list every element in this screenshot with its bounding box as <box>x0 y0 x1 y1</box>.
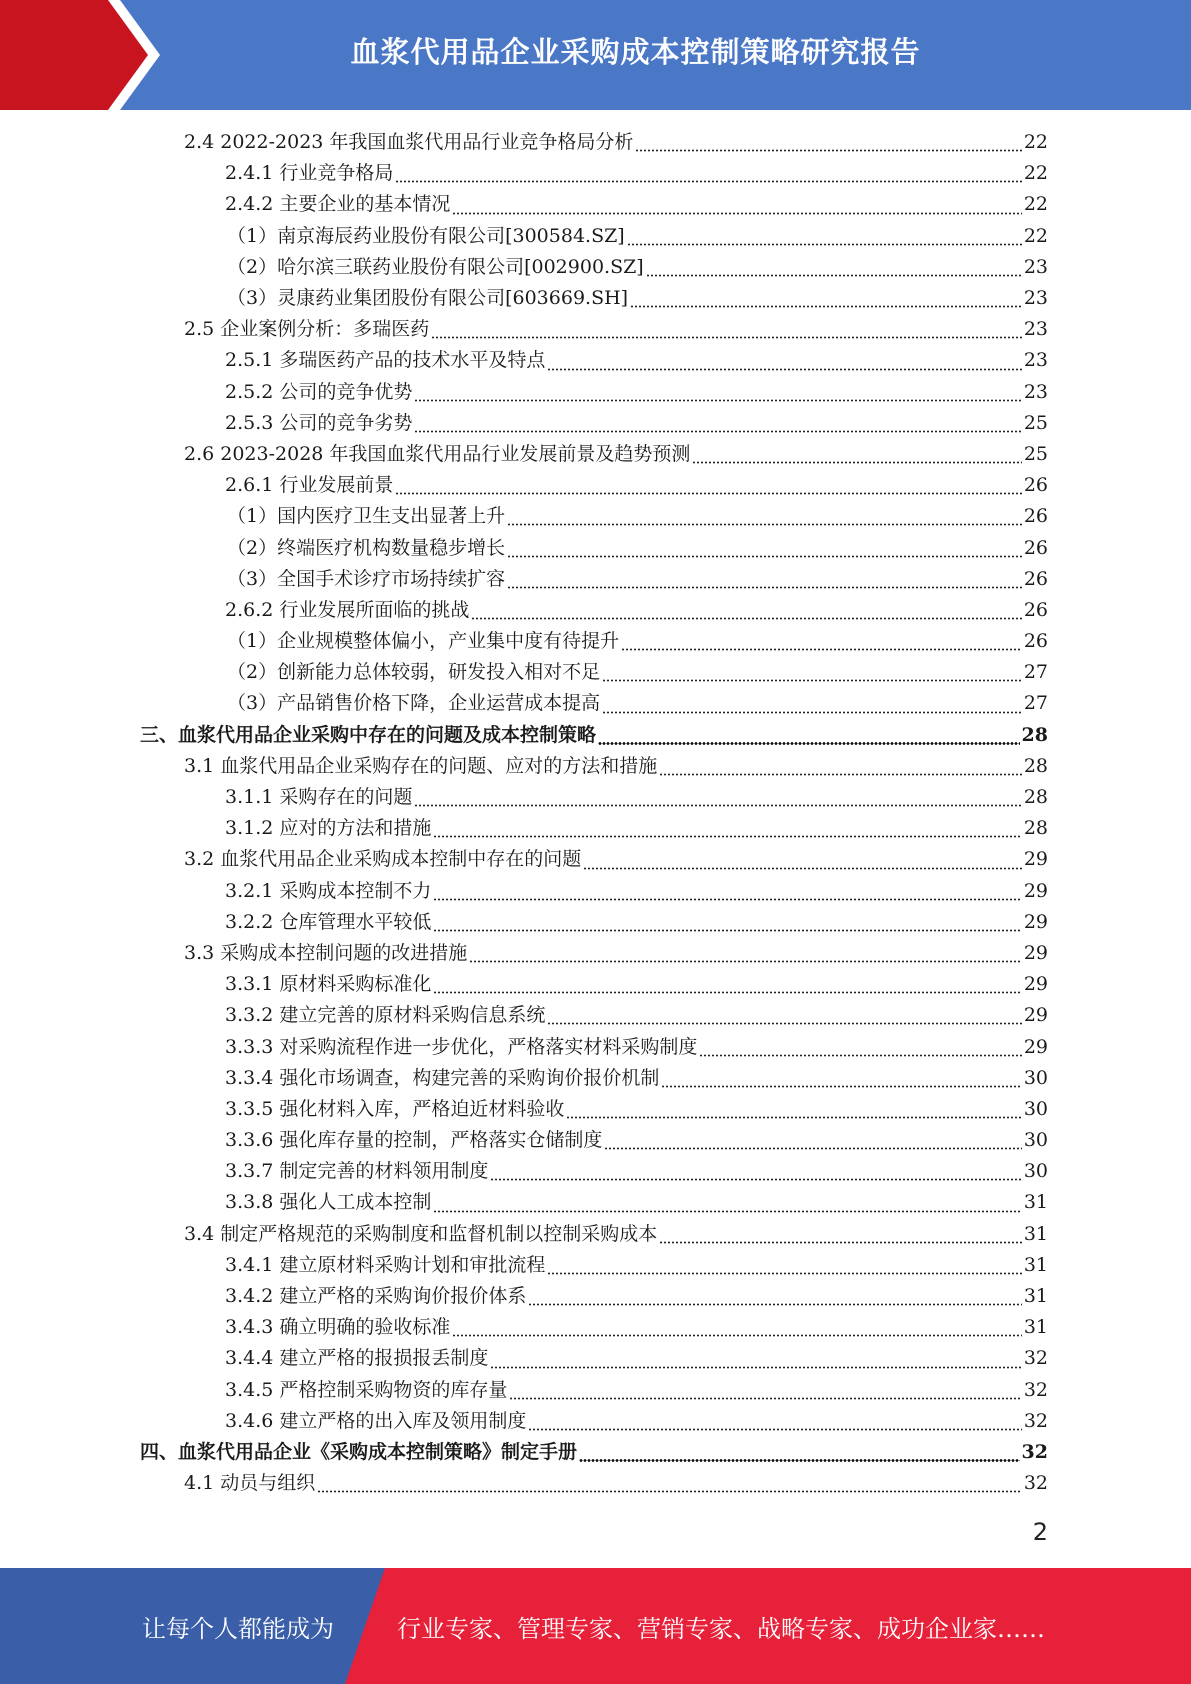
toc-dot-leader <box>395 476 1021 495</box>
toc-entry-title: （2）创新能力总体较弱，研发投入相对不足 <box>227 661 601 684</box>
toc-dot-leader <box>635 133 1021 152</box>
toc-dot-leader <box>507 570 1022 589</box>
toc-entry-page: 30 <box>1023 1160 1048 1183</box>
toc-entry[interactable] <box>0 1000 1191 1031</box>
toc-entry[interactable] <box>0 1312 1191 1343</box>
toc-dot-leader <box>528 1287 1021 1306</box>
toc-dot-leader <box>627 227 1022 246</box>
toc-dot-leader <box>490 1162 1021 1181</box>
toc-entry[interactable] <box>0 688 1191 719</box>
footer-slogan-left: 让每个人都能成为 <box>142 1614 334 1643</box>
toc-entry-title: （1）南京海辰药业股份有限公司[300584.SZ] <box>227 224 625 247</box>
toc-entry-title: 3.2 血浆代用品企业采购成本控制中存在的问题 <box>184 848 582 871</box>
toc-entry-page: 22 <box>1023 162 1048 185</box>
toc-entry-page: 25 <box>1023 442 1048 465</box>
toc-entry[interactable] <box>0 532 1191 563</box>
toc-dot-leader <box>471 601 1021 620</box>
toc-dot-leader <box>414 414 1021 433</box>
toc-entry-page: 26 <box>1023 505 1048 528</box>
toc-entry[interactable] <box>0 221 1191 252</box>
toc-entry[interactable] <box>0 844 1191 875</box>
toc-entry-page: 26 <box>1023 536 1048 559</box>
red-chevron-decoration <box>0 0 160 110</box>
toc-entry-title: 3.3.7 制定完善的材料领用制度 <box>225 1160 489 1183</box>
toc-entry-title: 2.5.1 多瑞医药产品的技术水平及特点 <box>225 349 546 372</box>
toc-entry[interactable] <box>0 345 1191 376</box>
toc-entry-title: 3.4.4 建立严格的报损报丢制度 <box>225 1347 489 1370</box>
toc-entry-title: 3.4.2 建立严格的采购询价报价体系 <box>225 1285 527 1308</box>
toc-entry[interactable] <box>0 1437 1191 1468</box>
toc-entry[interactable] <box>0 470 1191 501</box>
toc-entry-page: 22 <box>1023 193 1048 216</box>
toc-dot-leader <box>490 1350 1021 1369</box>
toc-entry[interactable] <box>0 813 1191 844</box>
toc-dot-leader <box>661 1069 1021 1088</box>
toc-entry-title: 3.4.3 确立明确的验收标准 <box>225 1316 451 1339</box>
toc-entry-title: 3.4.5 严格控制采购物资的库存量 <box>225 1378 508 1401</box>
toc-entry-page: 28 <box>1023 786 1048 809</box>
toc-entry-title: 3.1 血浆代用品企业采购存在的问题、应对的方法和措施 <box>184 754 658 777</box>
toc-dot-leader <box>414 383 1021 402</box>
toc-dot-leader <box>507 507 1022 526</box>
toc-entry-title: 3.3.3 对采购流程作进一步优化，严格落实材料采购制度 <box>225 1035 698 1058</box>
toc-entry-title: 2.4 2022-2023 年我国血浆代用品行业竞争格局分析 <box>184 131 634 154</box>
toc-dot-leader <box>646 258 1022 277</box>
toc-entry[interactable] <box>0 1156 1191 1187</box>
toc-entry-page: 26 <box>1023 630 1048 653</box>
toc-dot-leader <box>547 1256 1021 1275</box>
toc-entry-page: 29 <box>1023 1035 1048 1058</box>
toc-entry[interactable] <box>0 1250 1191 1281</box>
toc-entry-page: 32 <box>1023 1409 1048 1432</box>
toc-entry-title: （3）全国手术诊疗市场持续扩容 <box>227 567 506 590</box>
toc-entry[interactable] <box>0 1375 1191 1406</box>
toc-dot-leader <box>602 663 1022 682</box>
toc-dot-leader <box>452 196 1021 215</box>
toc-entry[interactable] <box>0 1468 1191 1499</box>
toc-entry-page: 23 <box>1023 318 1048 341</box>
toc-entry-title: 3.3.8 强化人工成本控制 <box>225 1191 432 1214</box>
table-of-contents <box>0 127 1191 1499</box>
toc-entry-page: 28 <box>1021 723 1048 746</box>
toc-entry[interactable] <box>0 1063 1191 1094</box>
toc-entry-page: 29 <box>1023 879 1048 902</box>
toc-entry-page: 26 <box>1023 474 1048 497</box>
toc-entry-page: 29 <box>1023 848 1048 871</box>
toc-dot-leader <box>507 539 1022 558</box>
toc-dot-leader <box>579 1443 1020 1462</box>
toc-dot-leader <box>433 819 1021 838</box>
toc-dot-leader <box>583 851 1022 870</box>
toc-dot-leader <box>431 320 1022 339</box>
toc-dot-leader <box>547 352 1021 371</box>
toc-entry-title: 四、血浆代用品企业《采购成本控制策略》制定手册 <box>140 1440 578 1463</box>
toc-entry-page: 32 <box>1023 1347 1048 1370</box>
toc-dot-leader <box>659 757 1022 776</box>
toc-entry[interactable] <box>0 938 1191 969</box>
toc-dot-leader <box>547 1006 1021 1025</box>
toc-entry[interactable] <box>0 439 1191 470</box>
toc-entry-title: （1）企业规模整体偏小，产业集中度有待提升 <box>227 630 620 653</box>
toc-entry-title: 3.3.5 强化材料入库，严格迫近材料验收 <box>225 1097 565 1120</box>
toc-entry-title: 4.1 动员与组织 <box>184 1472 316 1495</box>
toc-dot-leader <box>452 1318 1021 1337</box>
toc-dot-leader <box>433 1194 1021 1213</box>
toc-entry-title: 3.3.2 建立完善的原材料采购信息系统 <box>225 1004 546 1027</box>
toc-entry-page: 26 <box>1023 567 1048 590</box>
toc-entry-title: 2.4.1 行业竞争格局 <box>225 162 394 185</box>
toc-entry-page: 31 <box>1023 1253 1048 1276</box>
toc-entry-title: （1）国内医疗卫生支出显著上升 <box>227 505 506 528</box>
toc-dot-leader <box>433 913 1021 932</box>
toc-entry-title: （3）产品销售价格下降，企业运营成本提高 <box>227 692 601 715</box>
toc-entry-page: 22 <box>1023 131 1048 154</box>
page-number: 2 <box>1032 1518 1048 1546</box>
toc-dot-leader <box>414 788 1021 807</box>
toc-entry-page: 31 <box>1023 1316 1048 1339</box>
toc-entry[interactable] <box>0 1343 1191 1374</box>
toc-entry[interactable] <box>0 751 1191 782</box>
toc-dot-leader <box>433 882 1021 901</box>
toc-entry-page: 31 <box>1023 1191 1048 1214</box>
toc-entry[interactable] <box>0 1125 1191 1156</box>
toc-entry-page: 29 <box>1023 973 1048 996</box>
toc-entry[interactable] <box>0 782 1191 813</box>
toc-entry-page: 23 <box>1023 287 1048 310</box>
toc-entry-title: 2.6.2 行业发展所面临的挑战 <box>225 598 470 621</box>
toc-entry[interactable] <box>0 283 1191 314</box>
toc-entry-title: 3.3.6 强化库存量的控制，严格落实仓储制度 <box>225 1129 603 1152</box>
toc-entry[interactable] <box>0 626 1191 657</box>
toc-dot-leader <box>395 164 1021 183</box>
toc-entry-page: 28 <box>1023 754 1048 777</box>
toc-entry-page: 32 <box>1021 1440 1048 1463</box>
toc-entry-title: 2.5 企业案例分析：多瑞医药 <box>184 318 430 341</box>
toc-entry-title: 3.1.1 采购存在的问题 <box>225 786 413 809</box>
toc-entry[interactable] <box>0 158 1191 189</box>
toc-entry-page: 23 <box>1023 349 1048 372</box>
toc-dot-leader <box>598 726 1020 745</box>
toc-entry-title: 2.4.2 主要企业的基本情况 <box>225 193 451 216</box>
toc-entry[interactable] <box>0 408 1191 439</box>
report-title: 血浆代用品企业采购成本控制策略研究报告 <box>350 34 921 69</box>
toc-dot-leader <box>433 975 1021 994</box>
toc-entry[interactable] <box>0 720 1191 751</box>
toc-dot-leader <box>630 289 1022 308</box>
toc-entry-page: 29 <box>1023 1004 1048 1027</box>
toc-entry-page: 27 <box>1023 692 1048 715</box>
toc-entry-title: 2.6.1 行业发展前景 <box>225 474 394 497</box>
toc-dot-leader <box>621 632 1022 651</box>
toc-dot-leader <box>602 695 1022 714</box>
toc-dot-leader <box>659 1225 1022 1244</box>
page-header <box>0 0 1191 110</box>
toc-entry-page: 23 <box>1023 380 1048 403</box>
toc-entry-page: 25 <box>1023 411 1048 434</box>
footer-slogan-right: 行业专家、管理专家、营销专家、战略专家、成功企业家…… <box>397 1614 1045 1643</box>
toc-entry[interactable] <box>0 969 1191 1000</box>
toc-entry-title: 3.4.6 建立严格的出入库及领用制度 <box>225 1409 527 1432</box>
toc-dot-leader <box>566 1100 1021 1119</box>
toc-entry-title: （3）灵康药业集团股份有限公司[603669.SH] <box>227 287 629 310</box>
toc-entry[interactable] <box>0 1406 1191 1437</box>
toc-entry-page: 28 <box>1023 817 1048 840</box>
toc-entry[interactable] <box>0 876 1191 907</box>
toc-entry-page: 30 <box>1023 1097 1048 1120</box>
toc-entry-page: 30 <box>1023 1066 1048 1089</box>
toc-dot-leader <box>528 1412 1021 1431</box>
toc-entry[interactable] <box>0 1219 1191 1250</box>
toc-entry-title: （2）哈尔滨三联药业股份有限公司[002900.SZ] <box>227 255 644 278</box>
toc-entry[interactable] <box>0 501 1191 532</box>
toc-entry-title: 3.1.2 应对的方法和措施 <box>225 817 432 840</box>
toc-entry[interactable] <box>0 189 1191 220</box>
toc-entry-title: 2.5.3 公司的竞争劣势 <box>225 411 413 434</box>
toc-entry-title: 2.5.2 公司的竞争优势 <box>225 380 413 403</box>
page-footer <box>0 1568 1191 1684</box>
toc-dot-leader <box>699 1038 1021 1057</box>
toc-entry-page: 32 <box>1023 1472 1048 1495</box>
toc-entry-page: 26 <box>1023 598 1048 621</box>
toc-entry-page: 32 <box>1023 1378 1048 1401</box>
toc-dot-leader <box>509 1381 1021 1400</box>
toc-entry[interactable] <box>0 127 1191 158</box>
toc-entry-page: 22 <box>1023 224 1048 247</box>
toc-entry-title: 2.6 2023-2028 年我国血浆代用品行业发展前景及趋势预测 <box>184 442 691 465</box>
toc-entry[interactable] <box>0 595 1191 626</box>
toc-entry[interactable] <box>0 314 1191 345</box>
toc-entry-title: （2）终端医疗机构数量稳步增长 <box>227 536 506 559</box>
toc-entry-page: 27 <box>1023 661 1048 684</box>
toc-entry-title: 3.2.2 仓库管理水平较低 <box>225 910 432 933</box>
toc-entry-page: 30 <box>1023 1129 1048 1152</box>
toc-entry-page: 23 <box>1023 255 1048 278</box>
toc-entry-title: 3.4.1 建立原材料采购计划和审批流程 <box>225 1253 546 1276</box>
toc-entry[interactable] <box>0 1094 1191 1125</box>
toc-entry[interactable] <box>0 564 1191 595</box>
toc-entry[interactable] <box>0 657 1191 688</box>
toc-dot-leader <box>692 445 1021 464</box>
toc-entry[interactable] <box>0 1281 1191 1312</box>
toc-entry-page: 29 <box>1023 910 1048 933</box>
toc-entry-title: 三、血浆代用品企业采购中存在的问题及成本控制策略 <box>140 723 597 746</box>
toc-entry-page: 31 <box>1023 1285 1048 1308</box>
toc-dot-leader <box>469 944 1022 963</box>
toc-entry[interactable] <box>0 907 1191 938</box>
toc-entry-page: 31 <box>1023 1222 1048 1245</box>
toc-entry[interactable] <box>0 252 1191 283</box>
toc-entry[interactable] <box>0 377 1191 408</box>
toc-entry[interactable] <box>0 1187 1191 1218</box>
toc-entry-title: 3.3 采购成本控制问题的改进措施 <box>184 941 468 964</box>
toc-entry[interactable] <box>0 1031 1191 1062</box>
toc-entry-page: 29 <box>1023 941 1048 964</box>
toc-entry-title: 3.3.4 强化市场调查，构建完善的采购询价报价机制 <box>225 1066 660 1089</box>
toc-dot-leader <box>604 1131 1021 1150</box>
toc-entry-title: 3.4 制定严格规范的采购制度和监督机制以控制采购成本 <box>184 1222 658 1245</box>
toc-dot-leader <box>317 1474 1022 1493</box>
toc-entry-title: 3.3.1 原材料采购标准化 <box>225 973 432 996</box>
toc-entry-title: 3.2.1 采购成本控制不力 <box>225 879 432 902</box>
